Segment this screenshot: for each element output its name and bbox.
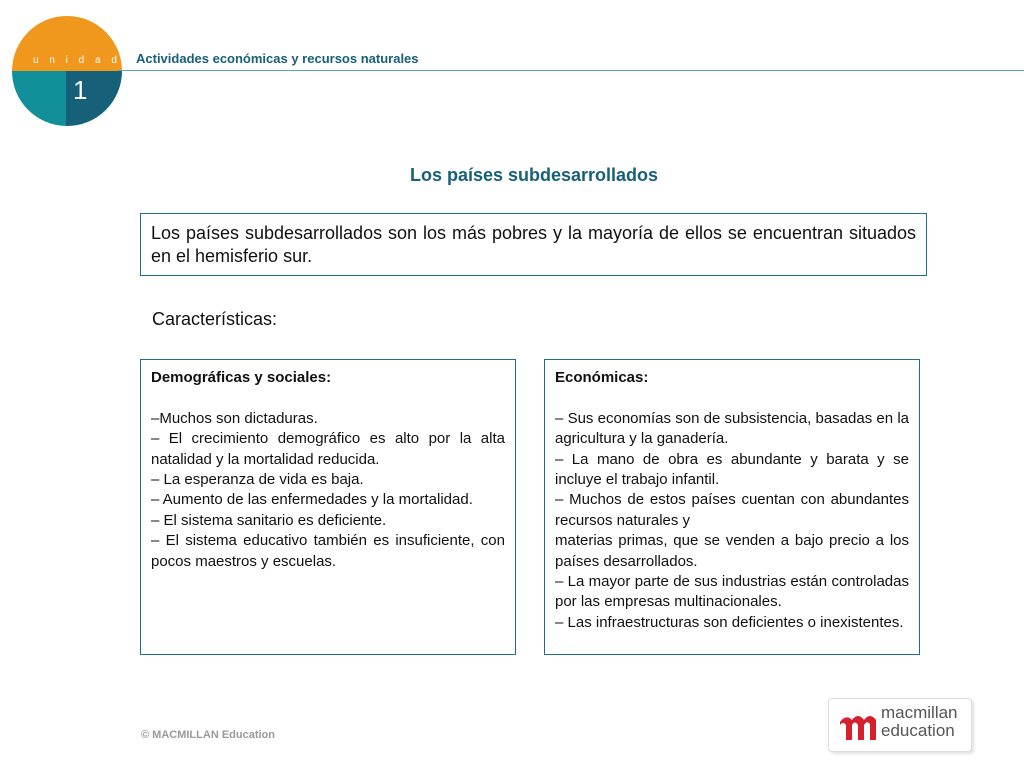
unit-circle-icon — [0, 0, 130, 135]
header-title: Actividades económicas y recursos naturales — [136, 51, 419, 66]
economic-item: – Sus economías son de subsistencia, basadas en la agricultura y la ganadería. — [555, 409, 909, 448]
economic-item: – La mano de obra es abundante y barata y se incluye el trabajo infantil. — [555, 450, 909, 489]
demographic-item: – El sistema sanitario es deficiente. — [151, 511, 387, 529]
unit-label: u n i d a d — [33, 55, 121, 66]
header-divider — [118, 70, 1024, 71]
economic-heading: Económicas: — [555, 369, 649, 386]
demographic-item: – Aumento de las enfermedades y la mortalidad. — [151, 491, 473, 509]
demographic-heading: Demográficas y sociales: — [151, 369, 332, 386]
economic-item: – Las infraestructuras son deficientes o inexistentes. — [555, 613, 904, 631]
characteristics-heading: Características: — [152, 309, 278, 329]
intro-box — [140, 213, 927, 276]
macmillan-logo — [828, 698, 972, 752]
economic-item: materias primas, que se venden a bajo precio a los países desarrollados. — [555, 532, 909, 570]
unit-number: 1 — [73, 75, 88, 105]
demographic-item: – El crecimiento demográfico es alto por la alta natalidad y la mortalidad reducida. — [151, 430, 505, 468]
macmillan-mark-icon — [838, 708, 878, 742]
slide-title: Los países subdesarrollados — [409, 165, 659, 185]
demographic-box — [140, 359, 516, 655]
logo-word-macmillan: macmillan — [881, 703, 958, 722]
logo-text — [881, 704, 958, 740]
unit-badge — [0, 0, 130, 135]
demographic-item: –Muchos son dictaduras. — [151, 409, 318, 427]
logo-word-education: education — [881, 721, 955, 740]
demographic-item: – La esperanza de vida es baja. — [151, 471, 364, 489]
economic-item: – La mayor parte de sus industrias están controladas por las empresas multinacionales. — [555, 573, 909, 611]
economic-item: – Muchos de estos países cuentan con abundantes recursos naturales y — [555, 491, 909, 529]
copyright-notice: © MACMILLAN Education — [141, 729, 275, 741]
economic-box — [544, 359, 920, 655]
demographic-item: – El sistema educativo también es insuficiente, con pocos maestros y escuelas. — [151, 532, 505, 570]
intro-text: Los países subdesarrollados son los más pobres y la mayoría de ellos se encuentran situados en el hemisferio sur. — [151, 223, 916, 266]
